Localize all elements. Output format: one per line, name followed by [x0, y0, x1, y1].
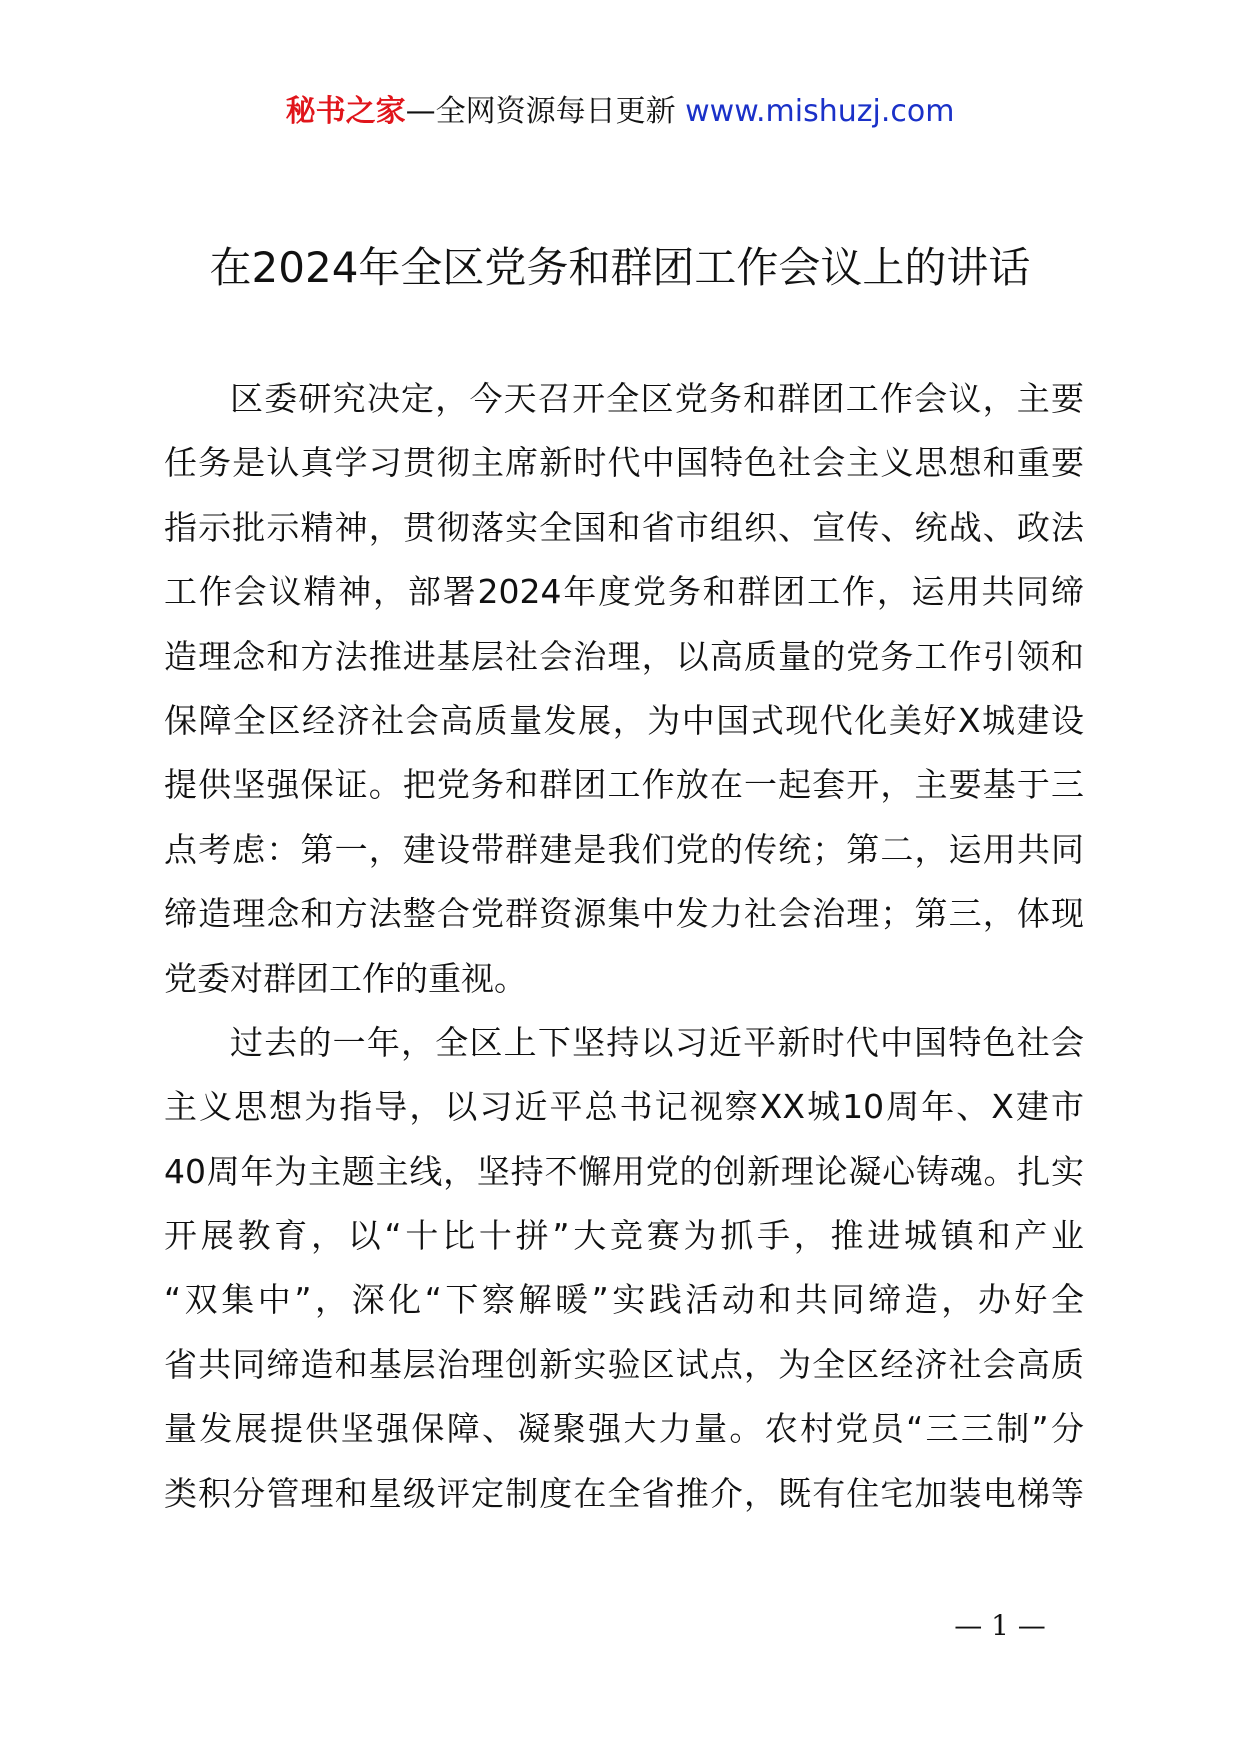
paragraph-line: 主义思想为指导，以习近平总书记视察XX城10周年、X建市	[164, 1087, 1084, 1127]
site-tagline: —全网资源每日更新	[405, 94, 676, 129]
paragraph-line: 提供坚强保证。把党务和群团工作放在一起套开，主要基于三	[164, 765, 1084, 805]
paragraph-line: 量发展提供坚强保障、凝聚强大力量。农村党员“三三制”分	[164, 1409, 1084, 1449]
paragraph-line: 造理念和方法推进基层社会治理，以高质量的党务工作引领和	[164, 636, 1084, 676]
paragraph-line: 区委研究决定，今天召开全区党务和群团工作会议，主要	[230, 379, 1084, 418]
site-brand: 秘书之家	[285, 94, 406, 129]
paragraph-line: 省共同缔造和基层治理创新实验区试点，为全区经济社会高质	[164, 1344, 1084, 1384]
paragraph-line: “双集中”，深化“下察解暖”实践活动和共同缔造，办好全	[164, 1280, 1084, 1320]
site-url[interactable]: www.mishuzj.com	[685, 94, 955, 129]
document-body	[164, 367, 1084, 1526]
paragraph-line: 缔造理念和方法整合党群资源集中发力社会治理；第三，体现	[164, 894, 1084, 934]
paragraph-line: 40周年为主题主线，坚持不懈用党的创新理论凝心铸魂。扎实	[164, 1151, 1084, 1191]
paragraph-line: 工作会议精神，部署2024年度党务和群团工作，运用共同缔	[164, 572, 1084, 612]
paragraph-line: 任务是认真学习贯彻主席新时代中国特色社会主义思想和重要	[164, 443, 1084, 483]
paragraph-1	[164, 367, 1084, 1011]
paragraph-line: 类积分管理和星级评定制度在全省推介，既有住宅加装电梯等	[164, 1473, 1084, 1513]
paragraph-2	[164, 1011, 1084, 1526]
paragraph-line: 点考虑：第一，建设带群建是我们党的传统；第二，运用共同	[164, 829, 1084, 869]
paragraph-line: 过去的一年，全区上下坚持以习近平新时代中国特色社会	[230, 1022, 1084, 1062]
site-header	[0, 92, 1240, 132]
paragraph-line: 指示批示精神，贯彻落实全国和省市组织、宣传、统战、政法	[164, 507, 1084, 547]
page-number: — 1 —	[954, 1609, 1046, 1642]
paragraph-line: 开展教育，以“十比十拼”大竞赛为抓手，推进城镇和产业	[164, 1216, 1084, 1256]
paragraph-line: 党委对群团工作的重视。	[164, 958, 527, 998]
document-title: 在2024年全区党务和群团工作会议上的讲话	[209, 243, 1031, 292]
paragraph-line: 保障全区经济社会高质量发展，为中国式现代化美好X城建设	[164, 700, 1084, 740]
